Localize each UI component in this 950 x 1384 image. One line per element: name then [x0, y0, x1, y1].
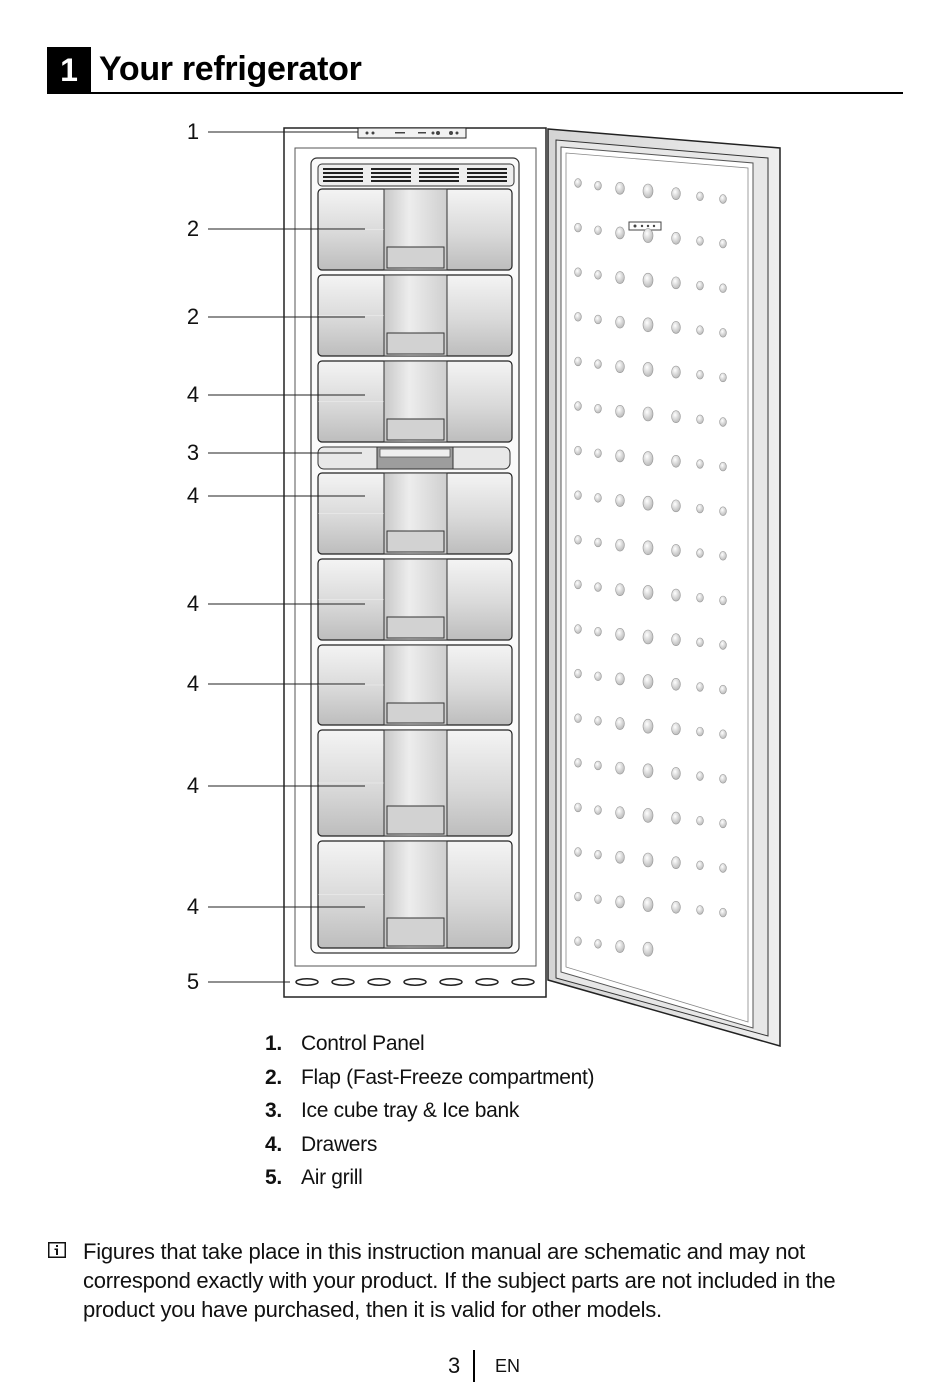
legend-label: Air grill — [301, 1166, 363, 1189]
drawer — [318, 559, 512, 640]
legend-label: Control Panel — [301, 1032, 425, 1055]
callout-number: 4 — [186, 591, 200, 616]
legend-number: 2. — [265, 1065, 282, 1089]
page-footer — [440, 1350, 540, 1384]
legend-number: 4. — [265, 1132, 282, 1156]
page-number: 3 — [448, 1353, 461, 1378]
drawer — [318, 730, 512, 836]
info-icon — [48, 1242, 66, 1258]
legend-item — [265, 1166, 594, 1200]
language-code: EN — [495, 1356, 521, 1376]
drawer — [318, 275, 512, 356]
note-text: Figures that take place in this instruction manual are schematic and may not correspond exactly with your product. If the subject parts are not included in the product you have purchased, then it is valid for other models. — [83, 1239, 836, 1322]
legend-item — [265, 1066, 594, 1100]
refrigerator-figure — [0, 110, 950, 1060]
callout-number: 4 — [186, 671, 200, 696]
legend-number: 5. — [265, 1166, 282, 1189]
drawer — [318, 645, 512, 725]
legend-item — [265, 1099, 594, 1133]
drawer — [318, 841, 512, 948]
footer-divider — [473, 1350, 475, 1382]
parts-legend — [265, 1032, 594, 1200]
callout-number: 2 — [186, 216, 200, 241]
header-divider — [47, 92, 903, 94]
legend-number: 3. — [265, 1099, 282, 1122]
refrigerator-diagram-icon — [0, 110, 950, 1060]
drawer — [318, 473, 512, 554]
callout-number: 4 — [186, 483, 200, 508]
legend-label: Flap (Fast-Freeze compartment) — [301, 1065, 595, 1089]
callout-number: 1 — [186, 119, 200, 144]
legend-number: 1. — [265, 1032, 282, 1055]
callout-number: 4 — [186, 382, 200, 407]
callout-number: 5 — [186, 969, 200, 994]
callout-number: 3 — [186, 440, 200, 465]
legend-item — [265, 1133, 594, 1167]
legend-item — [265, 1032, 594, 1066]
callout-number: 2 — [186, 304, 200, 329]
drawer — [318, 361, 512, 442]
legend-label: Ice cube tray & Ice bank — [301, 1099, 520, 1122]
page-title: Your refrigerator — [99, 50, 362, 88]
callout-number: 4 — [186, 894, 200, 919]
section-number-badge: 1 — [47, 47, 91, 93]
legend-label: Drawers — [301, 1132, 378, 1156]
callout-number: 4 — [186, 773, 200, 798]
section-header — [47, 47, 903, 94]
